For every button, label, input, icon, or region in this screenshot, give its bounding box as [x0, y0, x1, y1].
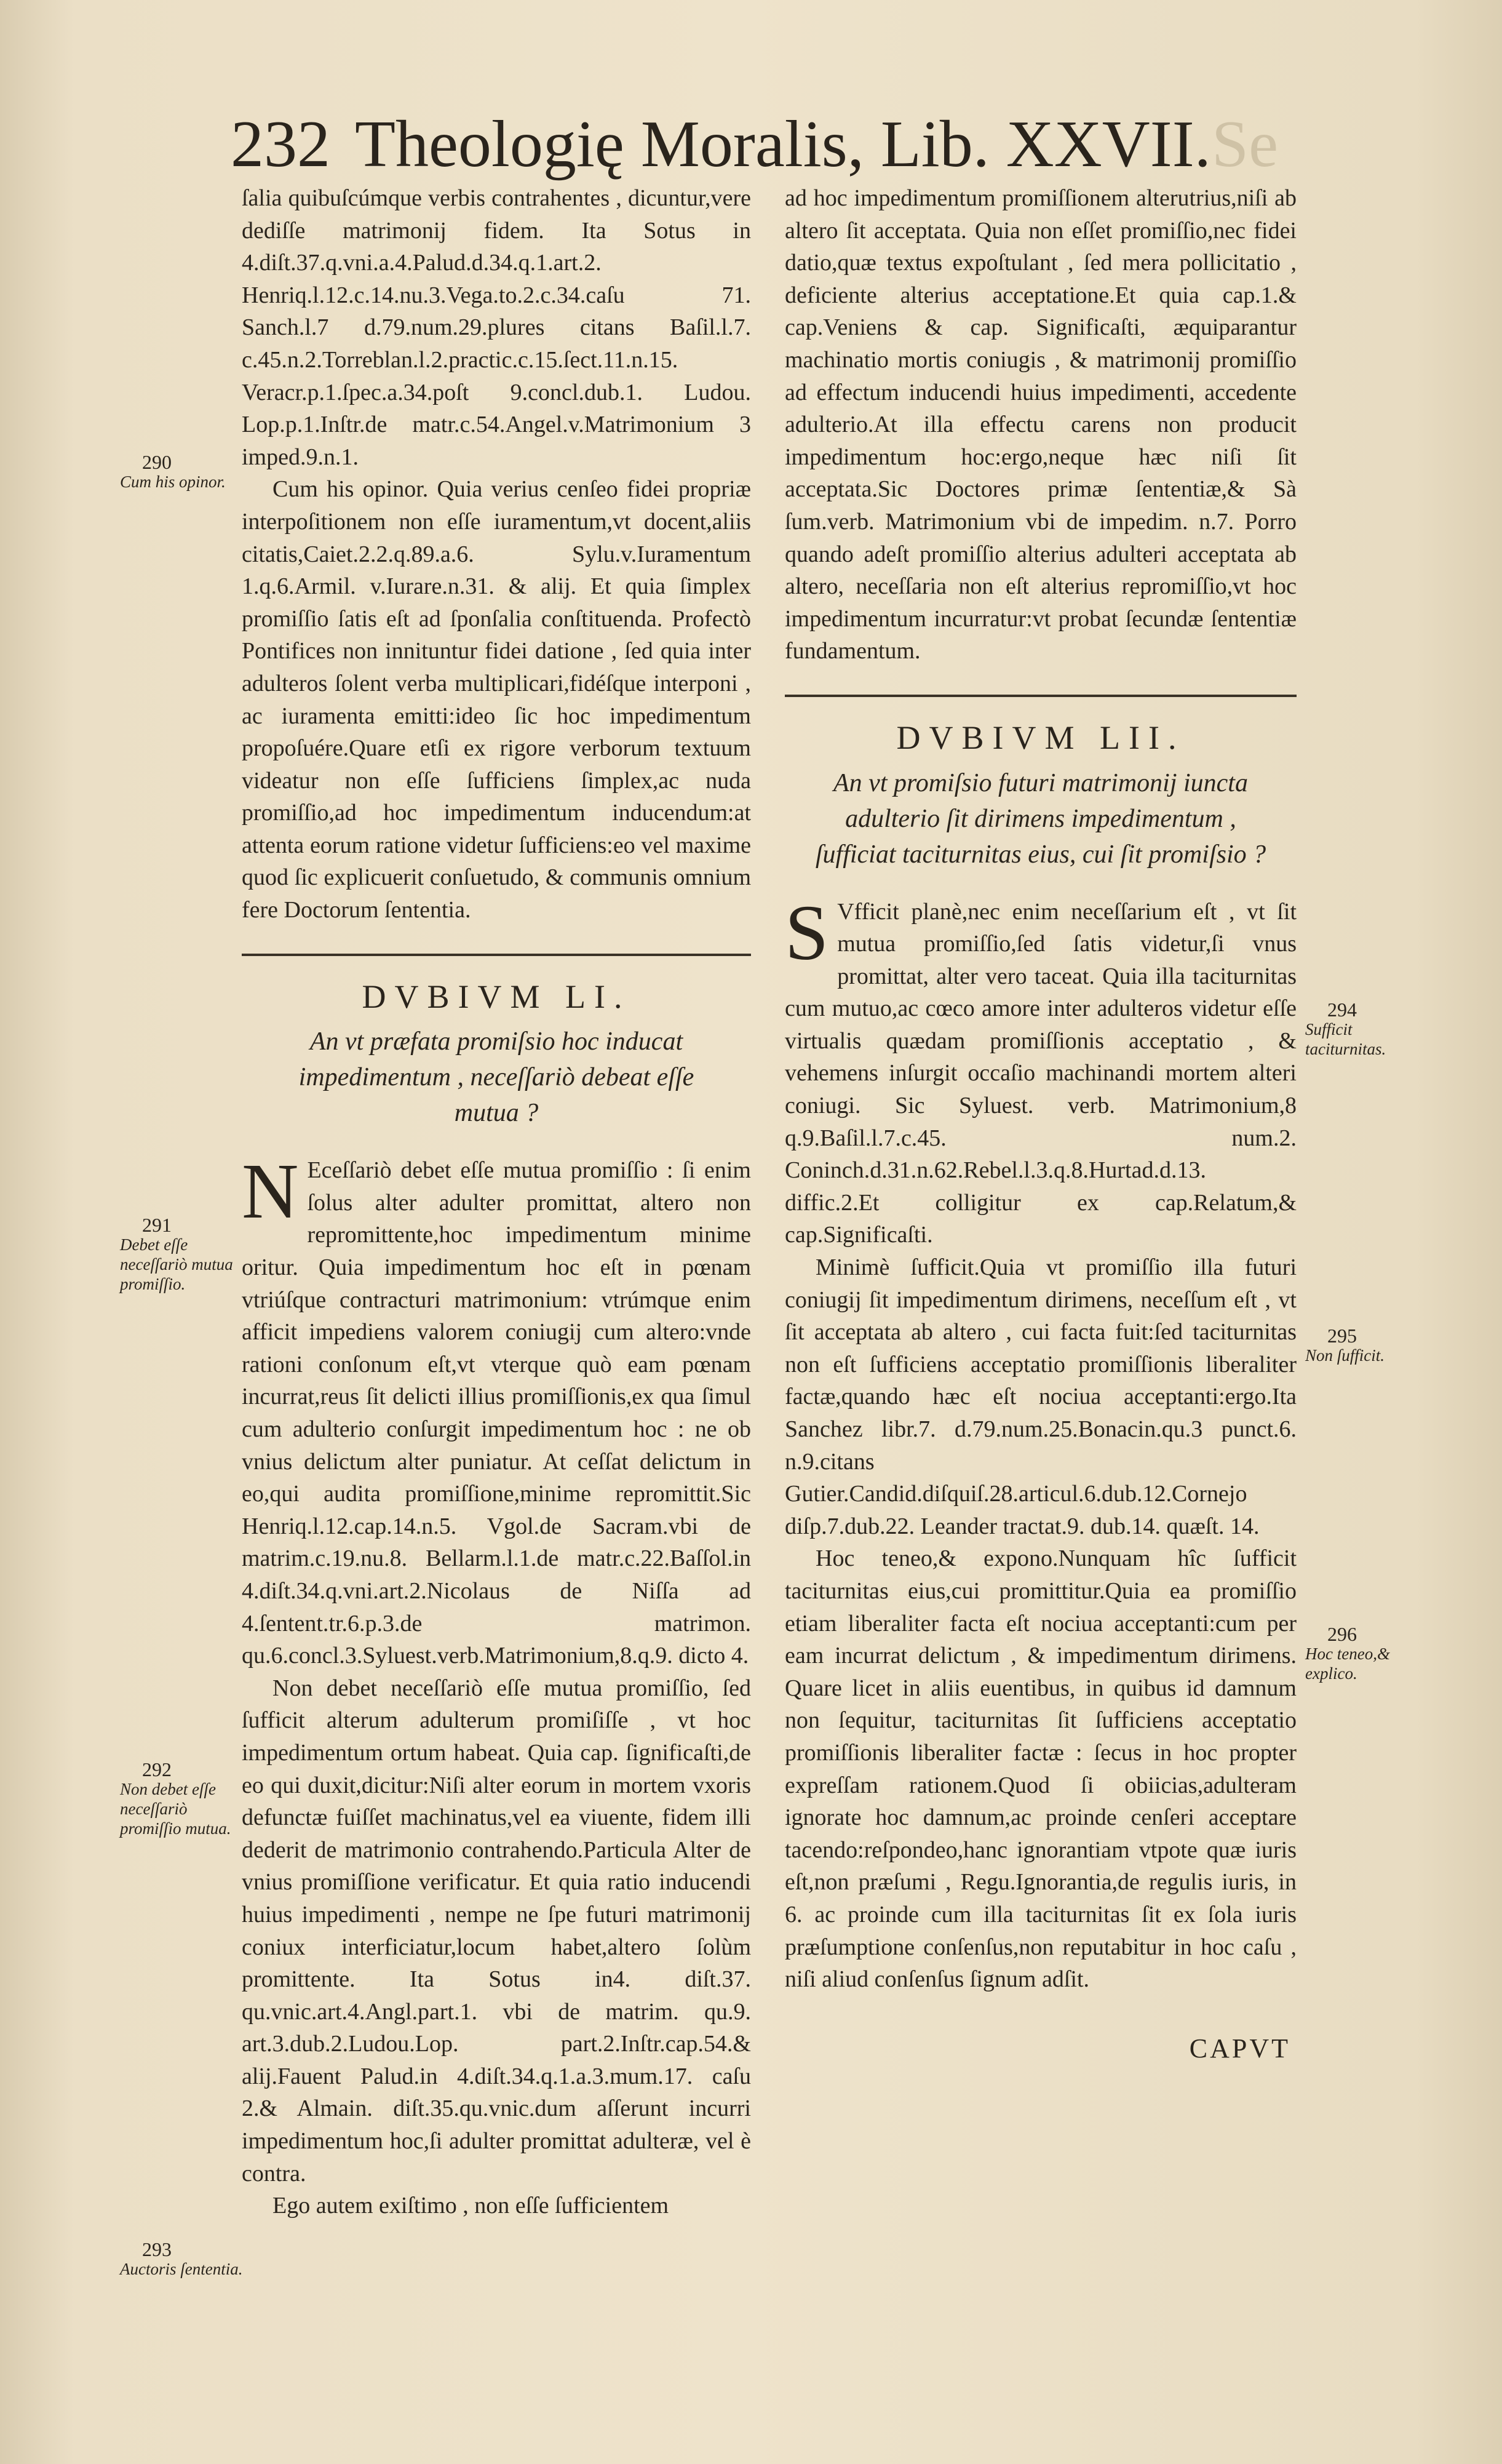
margin-note-text: Non debet eſſe neceſſariò promiſſio mutua. — [120, 1780, 231, 1838]
drop-cap: S — [785, 888, 829, 976]
running-header — [231, 105, 1276, 185]
paragraph-with-drop-cap — [785, 888, 1297, 1252]
margin-note-text: Debet eſſe neceſſariò mutua promiſſio. — [120, 1235, 233, 1293]
page-number: 232 — [231, 108, 330, 181]
margin-note — [120, 1215, 243, 1294]
margin-note — [1305, 1326, 1428, 1365]
left-column — [242, 182, 751, 2222]
dubium-question: An vt promiſsio futuri matrimonij iuncta adulterio ſit dirimens impedimentum , ſufficiat taciturnitas eius, cui ſit promiſsio ? — [815, 768, 1266, 869]
paragraph-text: Eceſſariò debet eſſe mutua promiſſio : ſi enim ſolus alter adulter promittat, altero non repromittente,hoc impedimentum minime oritur. Quia impedimentum hoc eſt in pœnam vtriúſque contracturi matrimonium: vtrúmque enim afficit impediens valorem coniugij cum altero:vnde rationi conſonum eſt,vt vterque quò eam pœnam incurrat,reus ſit delicti illius promiſſionis,ex qua ſimul cum adulterio conſurgit impedimentum hoc : ne ob vnius delictum alter puniatur. At ceſſat delictum in eo,qui audita promiſſione,minime repromittit.Sic Henriq.l.12.cap.14.n.5. Vgol.de Sacram.vbi de matrim.c.19.nu.8. Bellarm.l.1.de matr.c.22.Baſſol.in 4.diſt.34.q.vni.art.2.Nicolaus de Niſſa ad 4.ſentent.tr.6.p.3.de matrimon. qu.6.concl.3.Syluest.verb.Matrimonium,8.q.9. dicto 4. — [242, 1157, 751, 1669]
margin-note — [120, 452, 243, 492]
margin-note-number: 293 — [142, 2238, 172, 2260]
section-rule — [242, 954, 751, 956]
margin-note-text: Non ſufficit. — [1305, 1346, 1385, 1365]
margin-note — [120, 2239, 243, 2279]
bleed-through-text: Se — [1212, 108, 1278, 181]
margin-note-number: 290 — [142, 451, 172, 473]
margin-note — [1305, 1624, 1428, 1683]
margin-note-text: Hoc teneo,& explico. — [1305, 1645, 1390, 1683]
margin-note-text: Cum his opinor. — [120, 472, 226, 491]
margin-note-number: 294 — [1327, 999, 1357, 1021]
drop-cap: N — [242, 1147, 299, 1235]
margin-note-number: 291 — [142, 1214, 172, 1236]
paragraph: ad hoc impedimentum promiſſionem alterutrius,niſi ab altero ſit acceptata. Quia non eſſet promiſſio,nec fidei datio,quæ textus expoſtulant , ſed mera pollicitatio , deficiente alterius acceptatione.Et quia cap.1.& cap.Veniens & cap. Significaſti, æquiparantur machinatio mortis coniugis , & matrimonij promiſſio ad effectum inducendi huius impedimenti, accedente adulterio.At illa effectu carens non producit impedimentum hoc:ergo,neque hæc niſi ſit acceptata.Sic Doctores primæ ſententiæ,& Sà ſum.verb. Matrimonium vbi de impedim. n.7. Porro quando adeſt promiſſio alterius adulteri acceptata ab altero, neceſſaria non eſt alterius repromiſſio,vt hoc impedimentum incurratur:vt probat ſecundæ ſententiæ fundamentum. — [785, 185, 1297, 664]
paragraph: ſalia quibuſcúmque verbis contrahentes , dicuntur,vere dediſſe matrimonij fidem. Ita Sotus in 4.diſt.37.q.vni.a.4.Palud.d.34.q.1.art.2. Henriq.l.12.c.14.nu.3.Vega.to.2.c.34.caſu 71. Sanch.l.7 d.79.num.29.plures citans Baſil.l.7. c.45.n.2.Torreblan.l.2.practic.c.15.ſect.11.n.15. Veracr.p.1.ſpec.a.34.poſt 9.concl.dub.1. Ludou. Lop.p.1.Inſtr.de matr.c.54.Angel.v.Matrimonium 3 imped.9.n.1. — [242, 185, 751, 470]
margin-note-text: Auctoris ſententia. — [120, 2260, 243, 2278]
dubium-question: An vt præfata promiſsio hoc inducat impedimentum , neceſſariò debeat eſſe mutua ? — [298, 1027, 694, 1128]
paragraph: Cum his opinor. Quia verius cenſeo fidei propriæ interpoſitionem non eſſe iuramentum,vt docent,aliis citatis,Caiet.2.2.q.89.a.6. Sylu.v.Iuramentum 1.q.6.Armil. v.Iurare.n.31. & alij. Et quia ſimplex promiſſio ſatis eſt ad ſponſalia conſtituenda. Profectò Pontifices non innituntur fidei datione , ſed quia inter adulteros ſolent verba multiplicari,fidéſque interponi , ac iuramenta emitti:ideo ſic hoc impedimentum propoſuére.Quare etſi ex rigore verborum textuum videatur non eſſe ſufficiens ſimplex,ac nuda promiſſio,ad hoc impedimentum inducendum:at attenta eorum ratione videtur ſufficiens:eo vel maxime quod ſic explicuerit conſuetudo, & communis omnium fere Doctorum ſententia. — [242, 476, 751, 923]
catchword: CAPVT — [1189, 2033, 1290, 2063]
margin-note — [120, 1760, 243, 1838]
right-column — [785, 182, 1297, 2065]
paragraph-with-drop-cap — [242, 1147, 751, 1672]
margin-note-number: 295 — [1327, 1325, 1357, 1347]
paragraph: Non debet neceſſariò eſſe mutua promiſſio, ſed ſufficit alterum adulterum promiſiſſe , vt hoc impedimentum ortum habeat. Quia cap. ſignificaſti,de eo qui duxit,dicitur:Niſi alter eorum in mortem vxoris defunctæ fuiſſet machinatus,vel ea viuente, fidem illi dederit de matrimonio contrahendo.Particula Alter de vnius promiſſione verificatur. Et quia ratio inducendi huius impedimenti , nempe ne ſpe futuri matrimonij coniux interficiatur,locum habet,altero ſolùm promittente. Ita Sotus in4. diſt.37. qu.vnic.art.4.Angl.part.1. vbi de matrim. qu.9. art.3.dub.2.Ludou.Lop. part.2.Inſtr.cap.54.& alij.Fauent Palud.in 4.diſt.34.q.1.a.3.mum.17. caſu 2.& Almain. diſt.35.qu.vnic.dum aſſerunt incurri impedimentum hoc,ſi adulter promittat adulteræ, vel è contra. — [242, 1675, 751, 2187]
margin-note — [1305, 1000, 1428, 1059]
dubium-heading: DVBIVM LI. — [362, 978, 631, 1015]
paragraph: Ego autem exiſtimo , non eſſe ſufficientem — [272, 2193, 669, 2219]
paragraph-text: Vfficit planè,nec enim neceſſarium eſt , vt ſit mutua promiſſio,ſed ſatis videtur,ſi vnus promittat, alter vero taceat. Quia illa taciturnitas cum mutuo,ac cœco amore inter adulteros videtur eſſe virtualis quædam promiſſionis acceptatio , & vehemens inſurgit occaſio machinandi mortem alteri coniugi. Sic Syluest. verb. Matrimonium,8 q.9.Baſil.l.7.c.45. num.2. Coninch.d.31.n.62.Rebel.l.3.q.8.Hurtad.d.13. diffic.2.Et colligitur ex cap.Relatum,& cap.Significaſti. — [785, 898, 1297, 1248]
margin-note-text: Sufficit taciturnitas. — [1305, 1020, 1386, 1058]
margin-note-number: 292 — [142, 1758, 172, 1780]
paragraph: Minimè ſufficit.Quia vt promiſſio illa futuri coniugij ſit impedimentum dirimens, neceſſum eſt , vt ſit acceptata ab altero , cui facta fuit:ſed taciturnitas non eſt ſufficiens acceptatio promiſſionis liberaliter factæ,quando hæc eſt nociua acceptanti:ergo.Ita Sanchez libr.7. d.79.num.25.Bonacin.qu.3 punct.6. n.9.citans Gutier.Candid.diſquiſ.28.articul.6.dub.12.Cornejo diſp.7.dub.22. Leander tractat.9. dub.14. quæſt. 14. — [785, 1254, 1297, 1539]
running-title: Theologię Moralis, Lib. XXVII. — [355, 108, 1211, 181]
dubium-heading: DVBIVM LII. — [896, 719, 1185, 756]
margin-note-number: 296 — [1327, 1623, 1357, 1645]
paragraph: Hoc teneo,& expono.Nunquam hîc ſufficit taciturnitas eius,cui promittitur.Quia ea promiſſio etiam liberaliter facta eſt nociua acceptanti:cum per eam incurrat delictum , & impedimentum dirimens. Quare licet in aliis euentibus, in quibus id damnum non ſequitur, taciturnitas ſit ſufficiens acceptatio promiſſionis liberaliter factæ : ſecus in hoc propter expreſſam rationem.Quod ſi obiicias,adulteram ignorate hoc damnum,ac proinde cenſeri acceptare tacendo:reſpondeo,hanc ignorantiam vtpote quæ iuris eſt,non præſumi , Regu.Ignorantia,de regulis iuris, in 6. ac proinde cum illa taciturnitas ſit ex ſola iuris præſumptione conſenſus,non reputabitur in hoc caſu , niſi aliud conſenſus ſignum adſit. — [785, 1545, 1297, 1993]
section-rule — [785, 695, 1297, 697]
